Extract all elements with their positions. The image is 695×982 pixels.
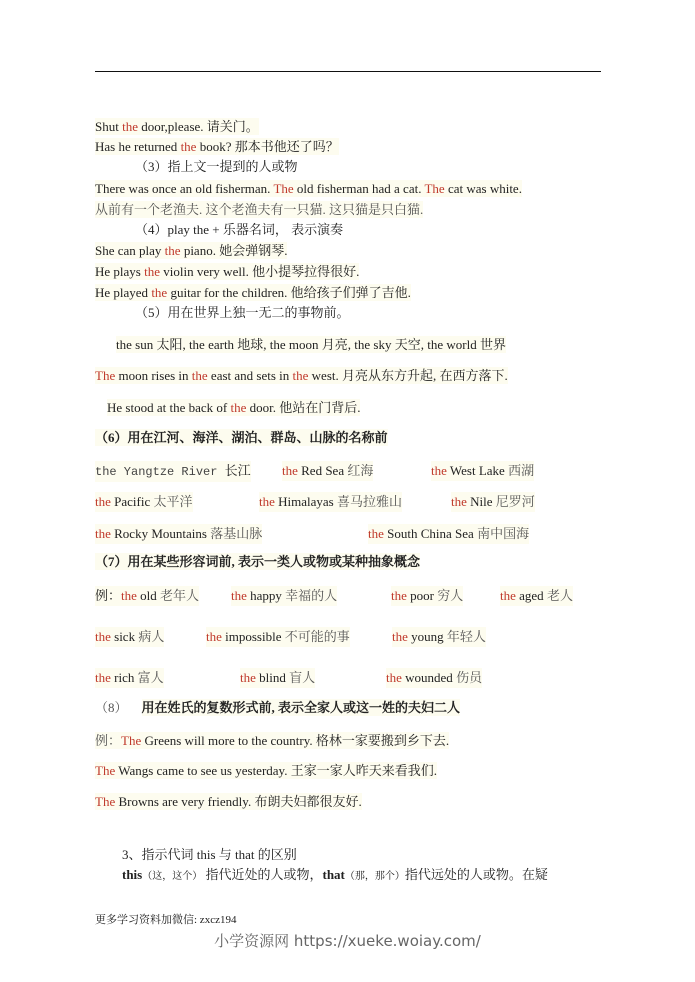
text: 盲人 <box>289 670 316 685</box>
text: 穷人 <box>437 588 464 603</box>
article-the: the <box>95 494 111 509</box>
article-the: The <box>95 368 116 383</box>
text: 从前有一个老渔夫. 这个老渔夫有一只猫. 这只猫是只白猫. <box>95 202 424 217</box>
text: book? 那本书他还了吗？ <box>196 139 339 154</box>
article-the: The <box>424 181 445 196</box>
text: （7）用在某些形容词前, 表示一类人或物或某种抽象概念 <box>95 554 421 569</box>
article-the: the <box>431 463 447 478</box>
text: sick <box>110 629 139 644</box>
text: old fisherman had a cat. <box>293 181 425 196</box>
article-the: the <box>144 264 160 279</box>
text: West Lake <box>446 463 509 478</box>
text: old <box>136 588 161 603</box>
article-the: the <box>451 494 467 509</box>
article-the: the <box>292 368 309 383</box>
article-the: the <box>151 285 168 300</box>
text: young <box>407 629 447 644</box>
text: Red Sea <box>297 463 348 478</box>
text: She can play <box>95 243 165 258</box>
text: poor <box>406 588 438 603</box>
text: this <box>122 867 143 882</box>
text: guitar for the children. 他给孩子们弹了吉他. <box>167 285 411 300</box>
proper-noun-item <box>259 492 402 512</box>
text: piano. 她会弹钢琴. <box>180 243 288 258</box>
proper-noun-item <box>451 492 535 512</box>
text: east and sets in <box>207 368 293 383</box>
text: 幸福的人 <box>285 588 338 603</box>
text: 例： <box>95 588 122 603</box>
text: 南中国海 <box>477 526 530 541</box>
adjective-item <box>95 627 164 647</box>
text: 用在姓氏的复数形式前, 表示全家人或这一姓的夫妇二人 <box>141 700 461 715</box>
example-line <box>95 793 362 811</box>
watermark: 小学资源网 https://xueke.woiay.com/ <box>214 932 481 950</box>
section-3-heading: 3、指示代词 this 与 that 的区别 <box>122 847 297 862</box>
text: violin very well. 他小提琴拉得很好. <box>160 264 360 279</box>
article-the: the <box>391 588 407 603</box>
text: Rocky Mountains <box>110 526 211 541</box>
section-heading-4: （4）play the + 乐器名词， 表示演奏 <box>135 222 344 237</box>
article-the: the <box>368 526 384 541</box>
example-line <box>116 336 506 354</box>
adjective-item <box>95 586 199 606</box>
article-the: the <box>500 588 516 603</box>
article-the: the <box>95 526 111 541</box>
header-rule <box>95 71 601 72</box>
text: 太平洋 <box>153 494 193 509</box>
text: Greens will more to the country. 格林一家要搬到乡下去. <box>141 733 450 748</box>
article-the: The <box>95 794 116 809</box>
text: 年轻人 <box>446 629 486 644</box>
text: Nile <box>466 494 496 509</box>
adjective-item <box>240 668 315 688</box>
article-the: the <box>240 670 256 685</box>
article-the: the <box>180 139 197 154</box>
proper-noun-item <box>95 461 251 482</box>
adjective-item <box>95 668 164 688</box>
text: 富人 <box>137 670 164 685</box>
adjective-item <box>391 586 463 606</box>
article-the: the <box>95 629 111 644</box>
example-line <box>95 138 339 156</box>
example-line <box>95 242 287 260</box>
example-line <box>95 367 508 385</box>
translation-line <box>95 201 423 219</box>
text: happy <box>246 588 286 603</box>
text: Has he returned <box>95 139 181 154</box>
proper-noun-item <box>95 524 262 544</box>
example-line <box>95 263 359 281</box>
text: 伤员 <box>456 670 483 685</box>
example-line <box>95 118 259 136</box>
article-the: the <box>206 629 222 644</box>
article-the: the <box>121 588 137 603</box>
article-the: the <box>122 119 138 134</box>
text: 长江 <box>224 463 251 478</box>
text: west. 月亮从东方升起, 在西方落下. <box>308 368 508 383</box>
section-heading-8 <box>95 699 460 717</box>
text: 西湖 <box>508 463 535 478</box>
proper-noun-item <box>431 461 534 481</box>
text: blind <box>255 670 290 685</box>
text: He plays <box>95 264 145 279</box>
text: 喜马拉雅山 <box>336 494 402 509</box>
text: cat was white. <box>444 181 522 196</box>
text: There was once an old fisherman. <box>95 181 274 196</box>
proper-noun-item <box>95 492 193 512</box>
text: rich <box>110 670 138 685</box>
proper-noun-item <box>282 461 373 481</box>
text: 指代近处的人或物， <box>202 867 323 882</box>
article-the: The <box>121 733 142 748</box>
text: Pacific <box>110 494 154 509</box>
text: He played <box>95 285 152 300</box>
text: 落基山脉 <box>210 526 263 541</box>
proper-noun-item <box>368 524 529 544</box>
text: He stood at the back of <box>107 400 231 415</box>
text: Wangs came to see us yesterday. 王家一家人昨天来看我们. <box>115 763 437 778</box>
adjective-item <box>500 586 573 606</box>
adjective-item <box>386 668 482 688</box>
article-the: the <box>191 368 208 383</box>
example-line <box>107 399 360 417</box>
footer-note: 更多学习资料加微信: zxcz194 <box>95 914 237 926</box>
article-the: the <box>386 670 402 685</box>
text: door,please. 请关门。 <box>137 119 259 134</box>
article-the: the <box>95 465 117 479</box>
text: South China Sea <box>383 526 478 541</box>
example-line <box>95 180 522 198</box>
article-the: the <box>164 243 181 258</box>
text: 指代远处的人或物。在疑 <box>404 867 548 882</box>
article-the: the <box>282 463 298 478</box>
section-heading-3: （3）指上文一提到的人或物 <box>135 159 298 174</box>
text: Browns are very friendly. 布朗夫妇都很友好. <box>115 794 362 809</box>
text: impossible <box>221 629 285 644</box>
adjective-item <box>392 627 486 647</box>
example-line <box>95 284 411 302</box>
text: Yangtze River <box>116 465 225 479</box>
text: （那，那个） <box>344 871 405 882</box>
section-heading-5: （5）用在世界上独一无二的事物前。 <box>135 305 350 320</box>
text: 不可能的事 <box>284 629 350 644</box>
text: 红海 <box>347 463 374 478</box>
article-the: the <box>231 588 247 603</box>
text: aged <box>515 588 547 603</box>
text: 尼罗河 <box>495 494 535 509</box>
article-the: the <box>259 494 275 509</box>
text: （这，这个） <box>142 871 203 882</box>
adjective-item <box>206 627 350 647</box>
text: 病人 <box>138 629 165 644</box>
example-line <box>95 732 449 750</box>
text: 老人 <box>546 588 573 603</box>
text: Himalayas <box>274 494 337 509</box>
text: wounded <box>401 670 457 685</box>
text: door. 他站在门背后. <box>246 400 361 415</box>
text: 老年人 <box>160 588 200 603</box>
example-line <box>95 762 437 780</box>
section-3-text <box>122 866 548 886</box>
text: moon rises in <box>115 368 192 383</box>
section-heading-7 <box>95 553 420 571</box>
text: （8） <box>95 700 128 715</box>
text: Shut <box>95 119 123 134</box>
text: 例： <box>95 733 122 748</box>
text: that <box>322 867 345 882</box>
text: （6）用在江河、海洋、湖泊、群岛、山脉的名称前 <box>95 430 388 445</box>
adjective-item <box>231 586 337 606</box>
article-the: The <box>95 763 116 778</box>
article-the: the <box>95 670 111 685</box>
article-the: the <box>230 400 247 415</box>
section-heading-6 <box>95 429 388 447</box>
article-the: The <box>273 181 294 196</box>
text: the sun 太阳, the earth 地球, the moon 月亮, the sky 天空, the world 世界 <box>116 337 506 352</box>
article-the: the <box>392 629 408 644</box>
